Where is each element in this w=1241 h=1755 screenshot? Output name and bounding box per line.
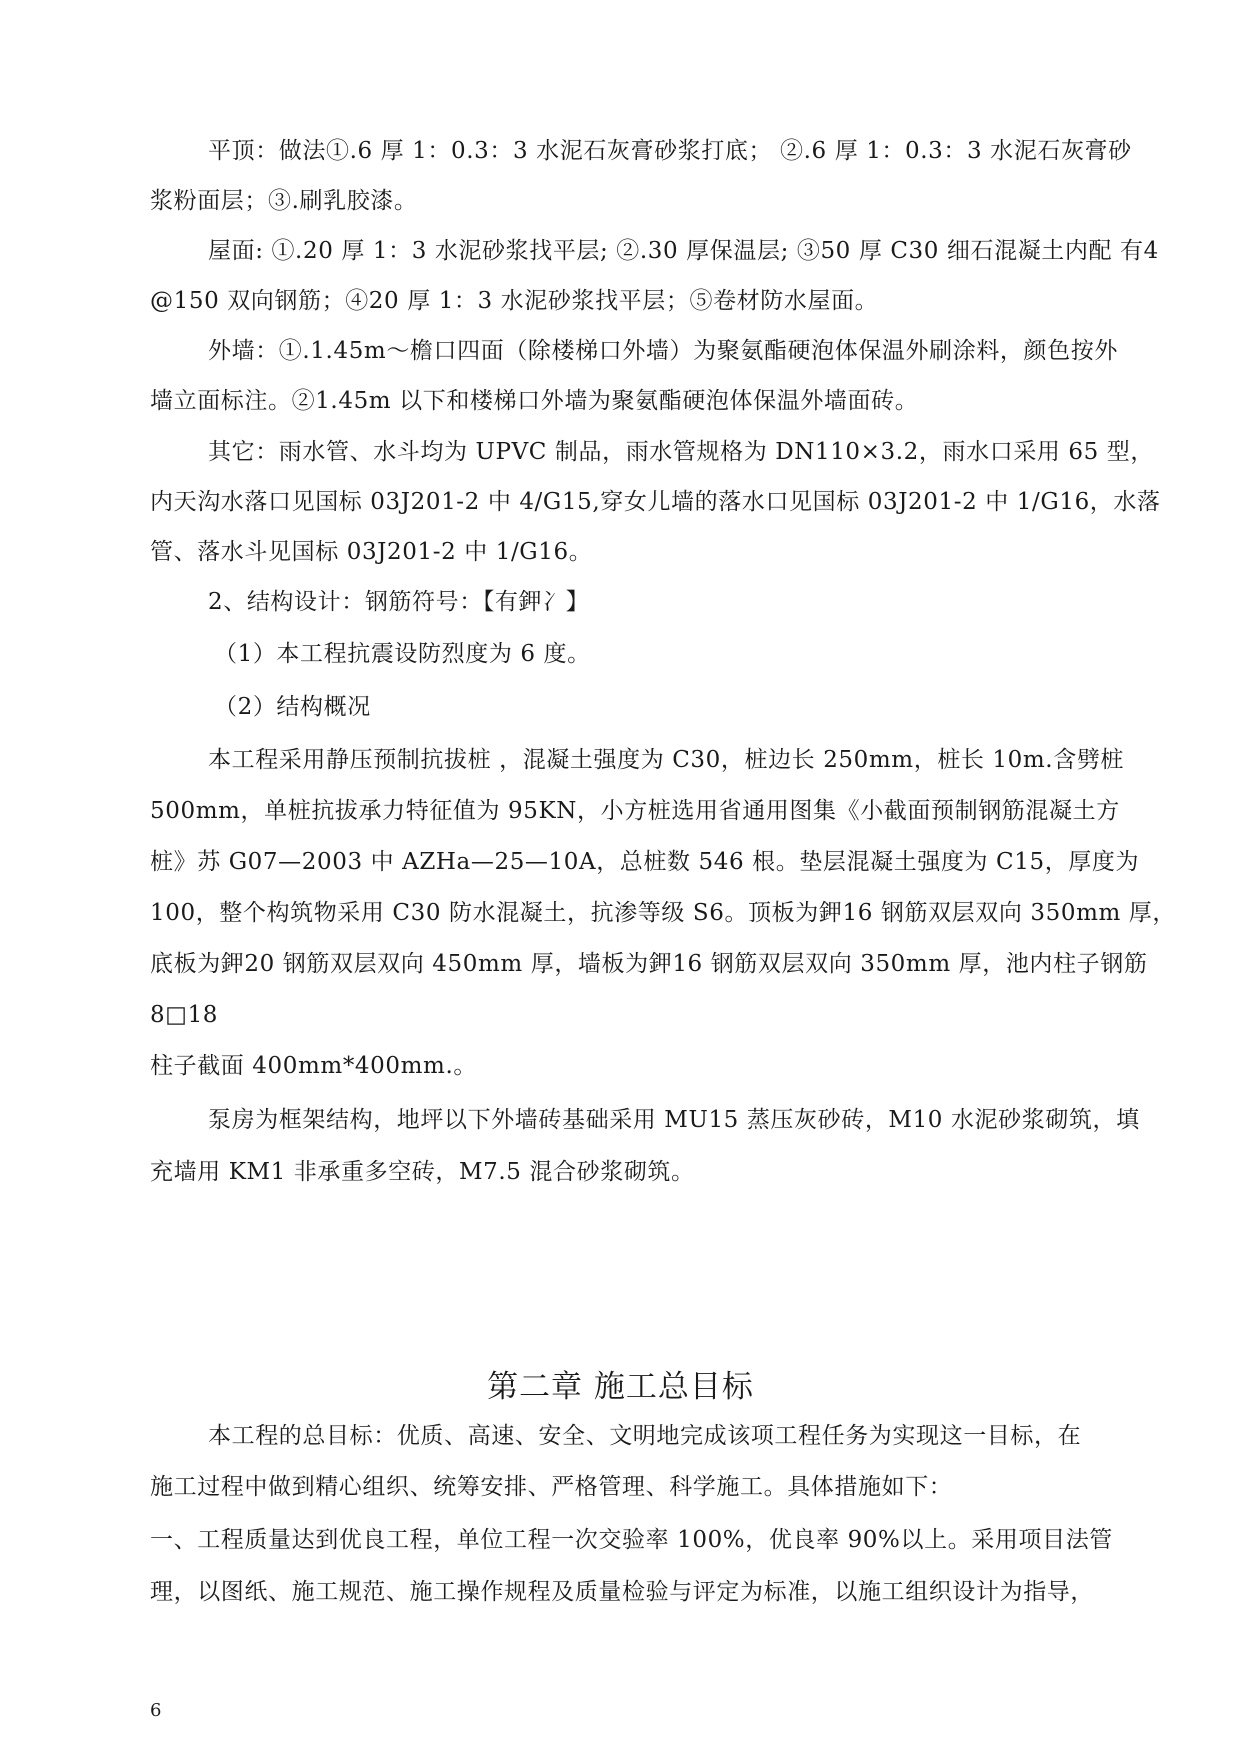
page-number: 6 bbox=[150, 1700, 162, 1721]
chapter-title: 第二章 施工总目标 bbox=[487, 1369, 754, 1405]
paragraph-line: 柱子截面 400mm*400mm.。 bbox=[150, 1053, 477, 1079]
paragraph-line: 500mm，单桩抗拔承力特征值为 95KN，小方桩选用省通用图集《小截面预制钢筋混凝土方 bbox=[150, 798, 1120, 824]
paragraph-line: 屋面: ①.20 厚 1：3 水泥砂浆找平层; ②.30 厚保温层; ③50 厚 C30 细石混凝土内配 有4 bbox=[208, 238, 1159, 264]
paragraph-line: 本工程的总目标：优质、高速、安全、文明地完成该项工程任务为实现这一目标，在 bbox=[208, 1423, 1082, 1449]
paragraph-line: 内天沟水落口见国标 03J201-2 中 4/G15,穿女儿墙的落水口见国标 03J201-2 中 1/G16，水落 bbox=[150, 489, 1161, 515]
paragraph-line: 桩》苏 G07—2003 中 AZHa—25—10A，总桩数 546 根。垫层混凝土强度为 C15，厚度为 bbox=[150, 849, 1140, 875]
paragraph-line: 外墙：①.1.45m～檐口四面（除楼梯口外墙）为聚氨酯硬泡体保温外刷涂料，颜色按外 bbox=[208, 338, 1118, 364]
paragraph-line: 100，整个构筑物采用 C30 防水混凝土，抗渗等级 S6。顶板为鉀16 钢筋双层双向 350mm 厚， bbox=[150, 900, 1177, 926]
paragraph-line: 一、工程质量达到优良工程，单位工程一次交验率 100%，优良率 90%以上。采用项目法管 bbox=[150, 1527, 1113, 1553]
paragraph-line: 泵房为框架结构，地坪以下外墙砖基础采用 MU15 蒸压灰砂砖，M10 水泥砂浆砌筑，填 bbox=[208, 1107, 1140, 1133]
paragraph-line: （1）本工程抗震设防烈度为 6 度。 bbox=[214, 641, 591, 667]
paragraph-line: 8□18 bbox=[150, 1002, 219, 1028]
paragraph-line: 管、落水斗见国标 03J201-2 中 1/G16。 bbox=[150, 539, 593, 565]
paragraph-line: 充墙用 KM1 非承重多空砖，M7.5 混合砂浆砌筑。 bbox=[150, 1159, 695, 1185]
section-heading: 2、结构设计：钢筋符号：【有鉀冫】 bbox=[208, 589, 590, 615]
paragraph-line: 底板为鉀20 钢筋双层双向 450mm 厚，墙板为鉀16 钢筋双层双向 350mm 厚，池内柱子钢筋 bbox=[150, 951, 1148, 977]
subsection-heading: （2）结构概况 bbox=[214, 694, 371, 720]
paragraph-line: 平顶：做法①.6 厚 1：0.3：3 水泥石灰膏砂浆打底； ②.6 厚 1：0.3：3 水泥石灰膏砂 bbox=[208, 138, 1132, 164]
paragraph-line: 施工过程中做到精心组织、统筹安排、严格管理、科学施工。具体措施如下： bbox=[150, 1474, 953, 1500]
paragraph-line: 浆粉面层；③.刷乳胶漆。 bbox=[150, 188, 418, 214]
paragraph-line: @150 双向钢筋；④20 厚 1：3 水泥砂浆找平层；⑤卷材防水屋面。 bbox=[150, 288, 879, 314]
paragraph-line: 其它：雨水管、水斗均为 UPVC 制品，雨水管规格为 DN110×3.2，雨水口采用 65 型， bbox=[208, 439, 1155, 465]
paragraph-line: 墙立面标注。②1.45m 以下和楼梯口外墙为聚氨酯硬泡体保温外墙面砖。 bbox=[150, 388, 919, 414]
paragraph-line: 理，以图纸、施工规范、施工操作规程及质量检验与评定为标准，以施工组织设计为指导， bbox=[150, 1579, 1094, 1605]
paragraph-line: 本工程采用静压预制抗拔桩 ，混凝土强度为 C30，桩边长 250mm，桩长 10m.含劈桩 bbox=[208, 747, 1125, 773]
